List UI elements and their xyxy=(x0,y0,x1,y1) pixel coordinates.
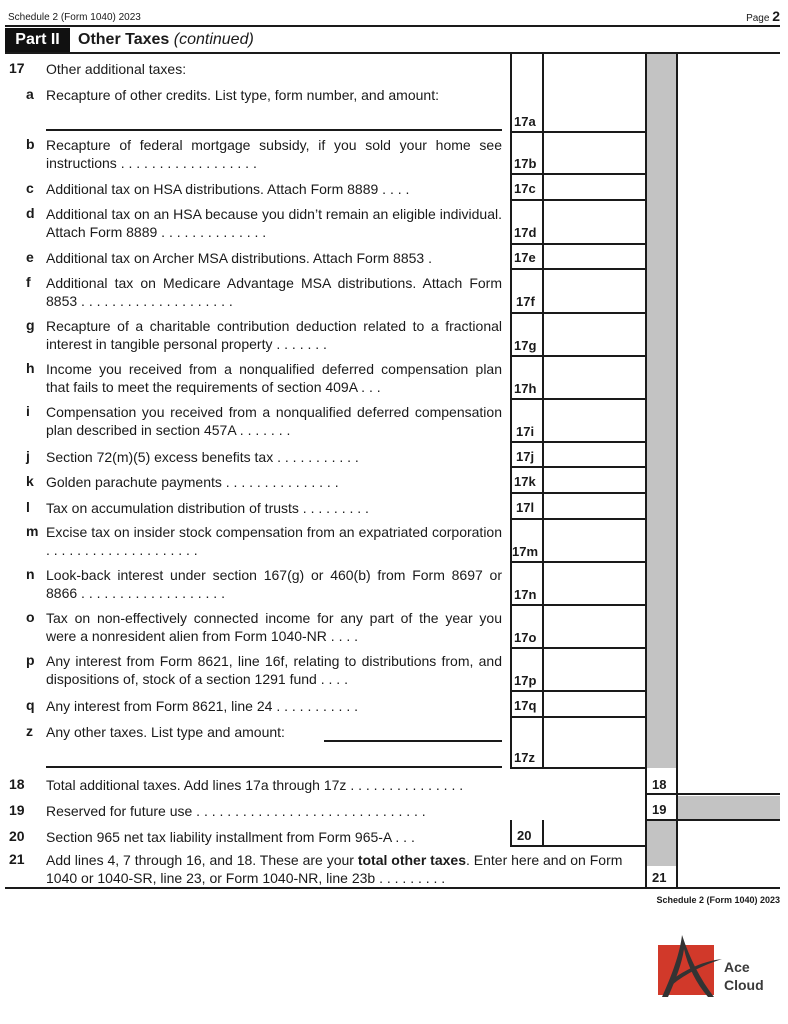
line-text: Reserved for future use . . . . . . . . . . . . . . . . . . . . . . . . . . . . . . xyxy=(46,803,426,819)
line-text: Any other taxes. List type and amount: xyxy=(46,724,285,740)
amount-18[interactable] xyxy=(678,769,780,793)
amount-17a[interactable] xyxy=(543,54,646,131)
line-text: Additional tax on Medicare Advantage MSA distributions. Attach Form 8853 . . . . . . . . . . . . . . . . . . . . xyxy=(46,275,502,309)
label-col-left xyxy=(510,54,512,768)
line-text: Any interest from Form 8621, line 24 . . . . . . . . . . . xyxy=(46,698,359,714)
line-text: Look-back interest under section 167(g) or 460(b) from Form 8697 or 8866 . . . . . . . . . . . . . . . . . . . xyxy=(46,567,502,601)
shaded-column xyxy=(646,54,677,768)
line-text: Recapture of other credits. List type, form number, and amount: xyxy=(46,87,439,103)
line-letter: g xyxy=(26,317,35,333)
amount-17d[interactable] xyxy=(543,201,646,243)
line-letter: l xyxy=(26,499,30,515)
box-label-17j: 17j xyxy=(516,449,535,464)
amount-21[interactable] xyxy=(678,846,780,887)
line-letter: z xyxy=(26,723,33,739)
line-text: Golden parachute payments . . . . . . . . . . . . . . . xyxy=(46,474,339,490)
line-letter: k xyxy=(26,473,34,489)
line-letter: n xyxy=(26,566,35,582)
17z-entry-line[interactable] xyxy=(46,766,502,768)
top-rule xyxy=(5,25,780,27)
line-number: 21 xyxy=(9,851,25,867)
line-letter: a xyxy=(26,86,34,102)
amount-20[interactable] xyxy=(543,820,646,845)
ace-cloud-logo-icon xyxy=(656,935,726,1000)
line-number: 18 xyxy=(9,776,25,792)
line-text: Section 72(m)(5) excess benefits tax . . . . . . . . . . . xyxy=(46,449,359,465)
page-indicator xyxy=(746,8,780,24)
line-text: Recapture of federal mortgage subsidy, if you sold your home see instructions . . . . . . . . . . . . . . . . . . xyxy=(46,137,502,171)
line-letter: d xyxy=(26,205,35,221)
box-label-17e: 17e xyxy=(514,250,536,265)
line-letter: o xyxy=(26,609,35,625)
line-text: Recapture of a charitable contribution deduction related to a fractional interest in tangible personal property . . . . . . . xyxy=(46,318,502,352)
shaded-cell-20 xyxy=(647,821,676,866)
box-label-17b: 17b xyxy=(514,156,537,171)
line-letter: b xyxy=(26,136,35,152)
grid-vline-right xyxy=(676,54,678,887)
amount-17e[interactable] xyxy=(543,245,646,268)
amount-17g[interactable] xyxy=(543,314,646,355)
ace-cloud-logo xyxy=(656,935,776,1000)
box-label-17i: 17i xyxy=(516,424,535,439)
line-text: Excise tax on insider stock compensation from an expatriated corporation . . . . . . . . . . . . . . . . . . . . xyxy=(46,524,502,558)
line-letter: f xyxy=(26,274,31,290)
box-label-20: 20 xyxy=(517,828,532,843)
line-text: Total additional taxes. Add lines 17a through 17z . . . . . . . . . . . . . . . xyxy=(46,777,464,793)
row-divider xyxy=(510,767,647,769)
box-label-18: 18 xyxy=(652,777,667,792)
amount-17i[interactable] xyxy=(543,400,646,441)
line-letter: j xyxy=(26,448,30,464)
box-label-17o: 17o xyxy=(514,630,537,645)
line-text: Compensation you received from a nonqualified deferred compensation plan described in section 457A . . . . . . . xyxy=(46,404,502,438)
line-text: Section 965 net tax liability installment from Form 965-A . . . xyxy=(46,829,415,845)
box-label-17c: 17c xyxy=(514,181,536,196)
line-text: Add lines 4, 7 through 16, and 18. These are your total other taxes. Enter here and on Form 1040 or 1040-SR, line 23, or Form 1040-NR, line 23b . . . . . . . . . xyxy=(46,852,623,886)
line-letter: h xyxy=(26,360,35,376)
part-title xyxy=(78,28,254,52)
line-text: Other additional taxes: xyxy=(46,61,187,77)
part-title-text: Other Taxes xyxy=(78,31,170,48)
line-text: Additional tax on an HSA because you didn’t remain an eligible individual. Attach Form 8889 . . . . . . . . . . . . . . xyxy=(46,206,502,240)
page-number: 2 xyxy=(772,8,780,24)
amount-17z[interactable] xyxy=(543,718,646,767)
box-label-17d: 17d xyxy=(514,225,537,240)
box-label-21: 21 xyxy=(652,870,667,885)
page-label: Page xyxy=(746,13,770,24)
box-label-17k: 17k xyxy=(514,474,536,489)
box-label-17l: 17l xyxy=(516,500,535,515)
box-label-17n: 17n xyxy=(514,587,537,602)
line-letter: c xyxy=(26,180,34,196)
box-label-17p: 17p xyxy=(514,673,537,688)
line-text: Tax on non-effectively connected income for any part of the year you were a nonresident alien from Form 1040-NR . . . . xyxy=(46,610,502,644)
line-letter: q xyxy=(26,697,35,713)
box-label-17m: 17m xyxy=(512,544,539,559)
amount-17k[interactable] xyxy=(543,468,646,492)
box-label-17a: 17a xyxy=(514,114,536,129)
line-letter: e xyxy=(26,249,34,265)
amount-17h[interactable] xyxy=(543,357,646,398)
amount-17c[interactable] xyxy=(543,175,646,199)
box-label-19: 19 xyxy=(652,802,667,817)
line-text: Any interest from Form 8621, line 16f, relating to distributions from, and dispositions of, stock of a section 1291 fund . . . . xyxy=(46,653,502,687)
line-text: Income you received from a nonqualified deferred compensation plan that fails to meet the requirements of section 409A . . . xyxy=(46,361,502,395)
amount-17f[interactable] xyxy=(543,270,646,312)
17a-entry-line[interactable] xyxy=(46,129,502,131)
box-label-17q: 17q xyxy=(514,698,537,713)
line-letter: m xyxy=(26,523,39,539)
line-letter: i xyxy=(26,403,30,419)
reserved-shaded-cell xyxy=(678,796,780,819)
17z-type-entry-line[interactable] xyxy=(324,740,502,742)
amount-17m[interactable] xyxy=(543,520,646,561)
row-divider xyxy=(510,845,647,847)
bottom-rule xyxy=(5,887,780,889)
amount-17n[interactable] xyxy=(543,563,646,604)
part-tag: Part II xyxy=(5,28,70,52)
row-divider xyxy=(646,793,780,795)
logo-text-line2: Cloud xyxy=(724,977,764,993)
box-label-17g: 17g xyxy=(514,338,537,353)
part-subtitle: (continued) xyxy=(173,31,254,48)
line-number: 17 xyxy=(9,60,25,76)
line20-box-left xyxy=(510,820,512,845)
line-text: Additional tax on Archer MSA distributions. Attach Form 8853 . xyxy=(46,250,432,266)
box-label-17f: 17f xyxy=(516,294,535,309)
line-number: 19 xyxy=(9,802,25,818)
logo-text-line1: Ace xyxy=(724,959,750,975)
line-number: 20 xyxy=(9,828,25,844)
form-name-footer: Schedule 2 (Form 1040) 2023 xyxy=(656,895,780,905)
amount-17q[interactable] xyxy=(543,692,646,716)
line-text: Additional tax on HSA distributions. Attach Form 8889 . . . . xyxy=(46,181,410,197)
box-label-17z: 17z xyxy=(514,750,535,765)
logo-text xyxy=(724,958,764,994)
amount-17b[interactable] xyxy=(543,133,646,173)
amount-17l[interactable] xyxy=(543,494,646,518)
line-letter: p xyxy=(26,652,35,668)
box-label-17h: 17h xyxy=(514,381,537,396)
line-text: Tax on accumulation distribution of trusts . . . . . . . . . xyxy=(46,500,369,516)
amount-17p[interactable] xyxy=(543,649,646,690)
form-name-header: Schedule 2 (Form 1040) 2023 xyxy=(8,12,141,23)
amount-17j[interactable] xyxy=(543,443,646,466)
amount-17o[interactable] xyxy=(543,606,646,647)
